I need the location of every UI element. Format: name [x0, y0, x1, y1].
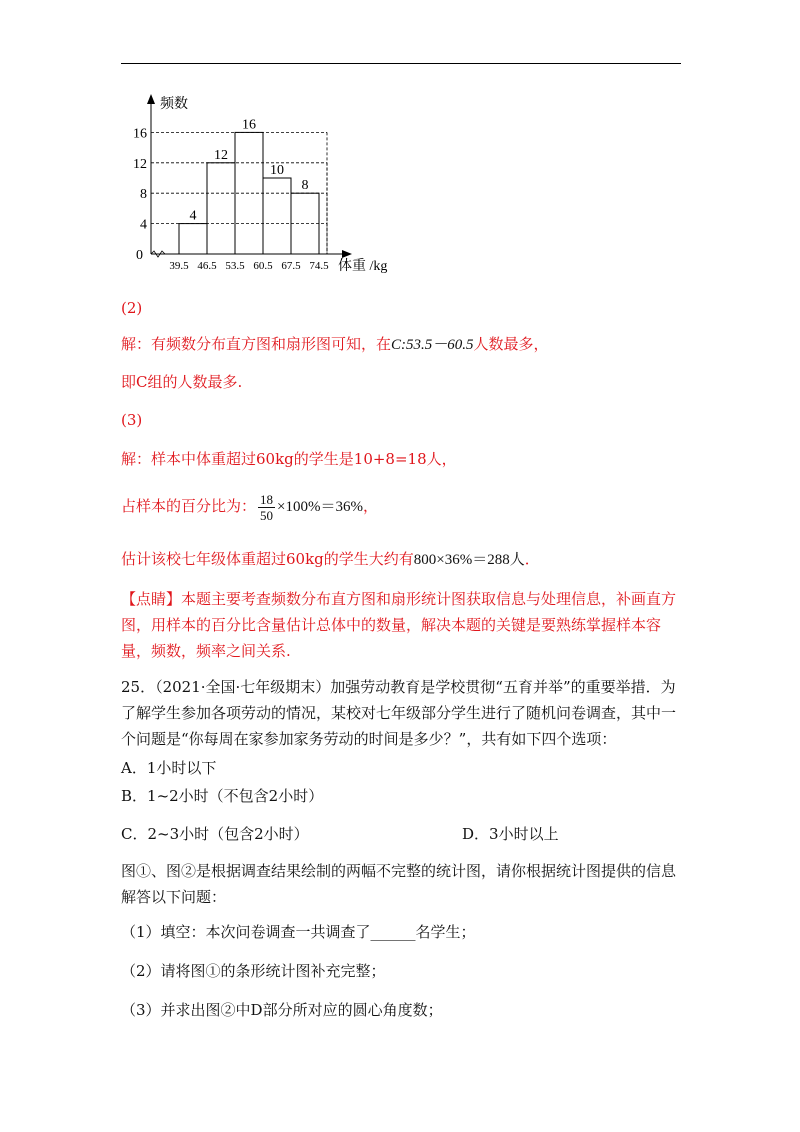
bar-value-label: 10: [270, 163, 284, 178]
question-25-intro: 25．（2021·全国·七年级期末）加强劳动教育是学校贯彻“五育并举”的重要举措．为了解学生参加各项劳动的情况，某校对七年级部分学生进行了随机问卷调查，其中一个问题是“你每周在家参加家务劳动的时间是多少？”，共有如下四个选项：: [121, 678, 677, 748]
x-tick-label: 60.5: [253, 260, 273, 272]
origin-label: 0: [136, 248, 143, 263]
option-c-text: C．2~3小时（包含2小时）: [121, 825, 309, 843]
x-tick-label: 74.5: [309, 260, 329, 272]
histogram-bar-0: [179, 224, 207, 254]
sub-question-2: （2）请将图①的条形统计图补充完整；: [121, 962, 386, 980]
bar-value-label: 16: [242, 117, 256, 133]
x-axis-title: 体重 /kg: [338, 259, 388, 274]
part3-text-a: 占样本的百分比为：: [121, 497, 257, 515]
histogram-bar-1: [207, 163, 235, 254]
option-d: D．3小时以上: [462, 825, 559, 843]
x-tick-label: 39.5: [169, 260, 189, 272]
histogram-bar-4: [291, 193, 319, 254]
part3-text-c: 估计该校七年级体重超过60kg的学生大约有: [121, 550, 414, 568]
y-axis-title: 频数: [160, 97, 188, 112]
histogram-bar-3: [263, 178, 291, 254]
part3-math: ×100%＝36%: [277, 499, 363, 515]
sub-question-3: （3）并求出图②中D部分所对应的圆心角度数；: [121, 1001, 443, 1019]
option-a: A．1小时以下: [121, 759, 217, 777]
x-tick-label: 67.5: [281, 260, 301, 272]
part3-answer-line1: 解：样本中体重超过60kg的学生是10+8=18人，: [121, 450, 457, 468]
y-tick-label: 16: [133, 126, 147, 142]
bar-value-label: 4: [189, 208, 197, 224]
part2-text-b: 人数最多，: [473, 335, 549, 353]
key-point-comment: 【点睛】本题主要考查频数分布直方图和扇形统计图获取信息与处理信息，补画直方图，用样本的百分比含量估计总体中的数量，解决本题的关键是要熟练掌握样本容量，频数，频率之间关系.: [121, 590, 677, 660]
part3-text-d: ．: [524, 550, 540, 568]
part2-answer-line1: [121, 333, 549, 356]
part2-math: C:53.5－60.5: [391, 337, 474, 353]
part3-estimate-math: 800×36%＝288人: [413, 552, 525, 568]
option-b: B．1~2小时（不包含2小时）: [121, 787, 324, 805]
x-tick-label: 53.5: [225, 260, 245, 272]
part2-label: (2): [121, 299, 143, 317]
part3-answer-line2: [121, 488, 378, 525]
y-axis-arrow-icon: [147, 94, 155, 104]
part2-answer-line2: 即C组的人数最多.: [121, 373, 243, 391]
question-stem: 图①、图②是根据调查结果绘制的两幅不完整的统计图，请你根据统计图提供的信息解答以下问题：: [121, 862, 677, 906]
sub-question-1: （1）填空：本次问卷调查一共调查了______名学生；: [121, 923, 476, 941]
fraction-numerator: 18: [260, 491, 274, 507]
part2-text-a: 解：有频数分布直方图和扇形图可知，在: [121, 335, 392, 353]
percentage-fraction: [258, 492, 275, 523]
bar-value-label: 8: [301, 178, 309, 194]
part3-label: (3): [121, 411, 143, 429]
option-c: [121, 823, 309, 845]
header-rule: [121, 63, 681, 64]
weight-histogram: [130, 90, 400, 280]
bar-value-label: 12: [214, 147, 228, 163]
y-tick-label: 12: [133, 156, 147, 172]
x-tick-label: 46.5: [197, 260, 217, 272]
part3-text-b: ，: [362, 497, 378, 515]
x-axis-arrow-icon: [342, 250, 352, 258]
part3-answer-line3: [121, 548, 540, 571]
y-tick-label: 8: [140, 187, 147, 203]
y-tick-label: 4: [140, 217, 147, 233]
fraction-denominator: 50: [260, 507, 274, 523]
